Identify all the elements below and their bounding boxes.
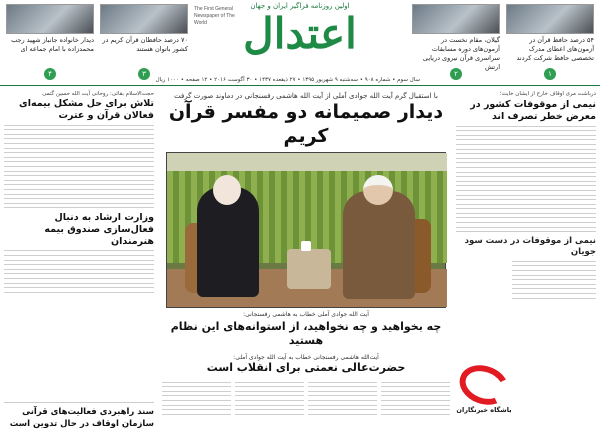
promo-number-badge: ۴ bbox=[44, 68, 56, 80]
promo-text: دیدار خانواده جانباز شهید رجب محمدزاده با امام جماعه ای bbox=[11, 36, 94, 53]
left-column bbox=[4, 90, 154, 430]
right-kicker: درباشت مری اوقاف خارج از ایشان خایث؛ bbox=[499, 91, 596, 97]
article-body bbox=[456, 126, 596, 228]
center-body-columns bbox=[162, 379, 450, 418]
promo-box[interactable] bbox=[412, 4, 500, 80]
divider bbox=[4, 402, 154, 403]
promo-thumbnail bbox=[6, 4, 94, 34]
agency-logo bbox=[456, 366, 512, 428]
masthead bbox=[0, 0, 600, 86]
article-body bbox=[235, 379, 304, 418]
promo-text: ۷۰ درصد حافظان قرآن کریم در کشور بانوان هستند bbox=[102, 36, 188, 53]
article-body bbox=[308, 379, 377, 418]
divider bbox=[456, 231, 596, 232]
promo-box[interactable] bbox=[6, 4, 94, 80]
promo-text: ۵۴ درصد حافظ قرآن در آزمون‌های اعطای مدرک تخصصی حافظ شرکت کردند bbox=[516, 36, 594, 62]
promo-box[interactable] bbox=[506, 4, 594, 80]
promo-thumbnail bbox=[412, 4, 500, 34]
article-body bbox=[381, 379, 450, 418]
masthead-tagline: اولین روزنامه فراگیر ایران و جهان bbox=[250, 2, 350, 10]
article-body bbox=[4, 250, 154, 292]
article-body bbox=[512, 261, 596, 299]
article-body bbox=[162, 379, 231, 418]
lead-subhead[interactable]: چه بخواهید و چه نخواهید، از استوانه‌های این نظام هستید bbox=[170, 320, 442, 347]
agency-swirl-icon bbox=[454, 359, 514, 412]
center-column bbox=[162, 90, 450, 430]
left-kicker: حجت‌الاسلام بقائی: روحانی آیت الله حسین گتمی bbox=[42, 91, 154, 97]
issue-info: سال سوم • شماره ۹۰۸ • سه‌شنبه ۹ شهریور ۱۳۹۵ • ۲۷ ذیقعده ۱۴۳۷ • ۳۰ آگوست ۲۰۱۶ • ۱۲ صفحه • ۱۰۰۰ ریال bbox=[155, 77, 420, 83]
promo-number-badge: ۲ bbox=[450, 68, 462, 80]
agency-logo-label: باشگاه خبرنگاران bbox=[456, 406, 512, 414]
promo-number-badge: ۱ bbox=[544, 68, 556, 80]
logo-english: The First General Newspaper of The World bbox=[194, 6, 235, 26]
photo-caption: آیت الله جوادی آملی خطاب به هاشمی رفسنجانی: bbox=[243, 311, 369, 318]
promo-box[interactable] bbox=[100, 4, 188, 80]
promo-thumbnail bbox=[506, 4, 594, 34]
lead-photo[interactable] bbox=[166, 152, 446, 308]
left-headline-2[interactable]: وزارت ارشاد به دنبال فعال‌سازی صندوق بیمه هنرمندان bbox=[44, 211, 154, 247]
newspaper-logo: اعتدال bbox=[243, 9, 357, 58]
left-bottom-headline[interactable]: سند راهبردی فعالیت‌های قرآنی سازمان اوقاف در حال تدوین است bbox=[9, 407, 154, 429]
article-body bbox=[4, 125, 154, 209]
secondary-caption: آیت‌الله هاشمی رفسنجانی خطاب به آیت الله جوادی آملی: bbox=[233, 354, 379, 361]
left-bottom-story bbox=[4, 399, 154, 430]
right-column bbox=[456, 90, 596, 430]
promo-number-badge: ۳ bbox=[138, 68, 150, 80]
promo-thumbnail bbox=[100, 4, 188, 34]
left-headline[interactable]: تلاش برای حل مشکل بیمه‌ای فعالان قرآن و عترت bbox=[19, 98, 154, 121]
lead-kicker: با استقبال گرم آیت الله جوادی آملی از آیت الله هاشمی رفسنجانی در دماوند صورت گرفت bbox=[174, 92, 438, 100]
right-headline-2[interactable]: نیمی از موقوفات در دست سود جویان bbox=[464, 236, 596, 258]
promo-text: گیلان، مقام نخست در آزمون‌های دوره مسابقات سراسری قرآن نیروی دریایی ارتش bbox=[422, 36, 500, 71]
secondary-subhead[interactable]: حضرت‌عالی نعمتی برای انقلاب است bbox=[206, 361, 406, 374]
right-headline[interactable]: نیمی از موقوفات کشور در معرض خطر تصرف اند bbox=[470, 99, 596, 122]
lead-headline[interactable]: دیدار صمیمانه دو مفسر قرآن کریم bbox=[168, 101, 444, 147]
masthead-logo-area bbox=[194, 2, 406, 80]
